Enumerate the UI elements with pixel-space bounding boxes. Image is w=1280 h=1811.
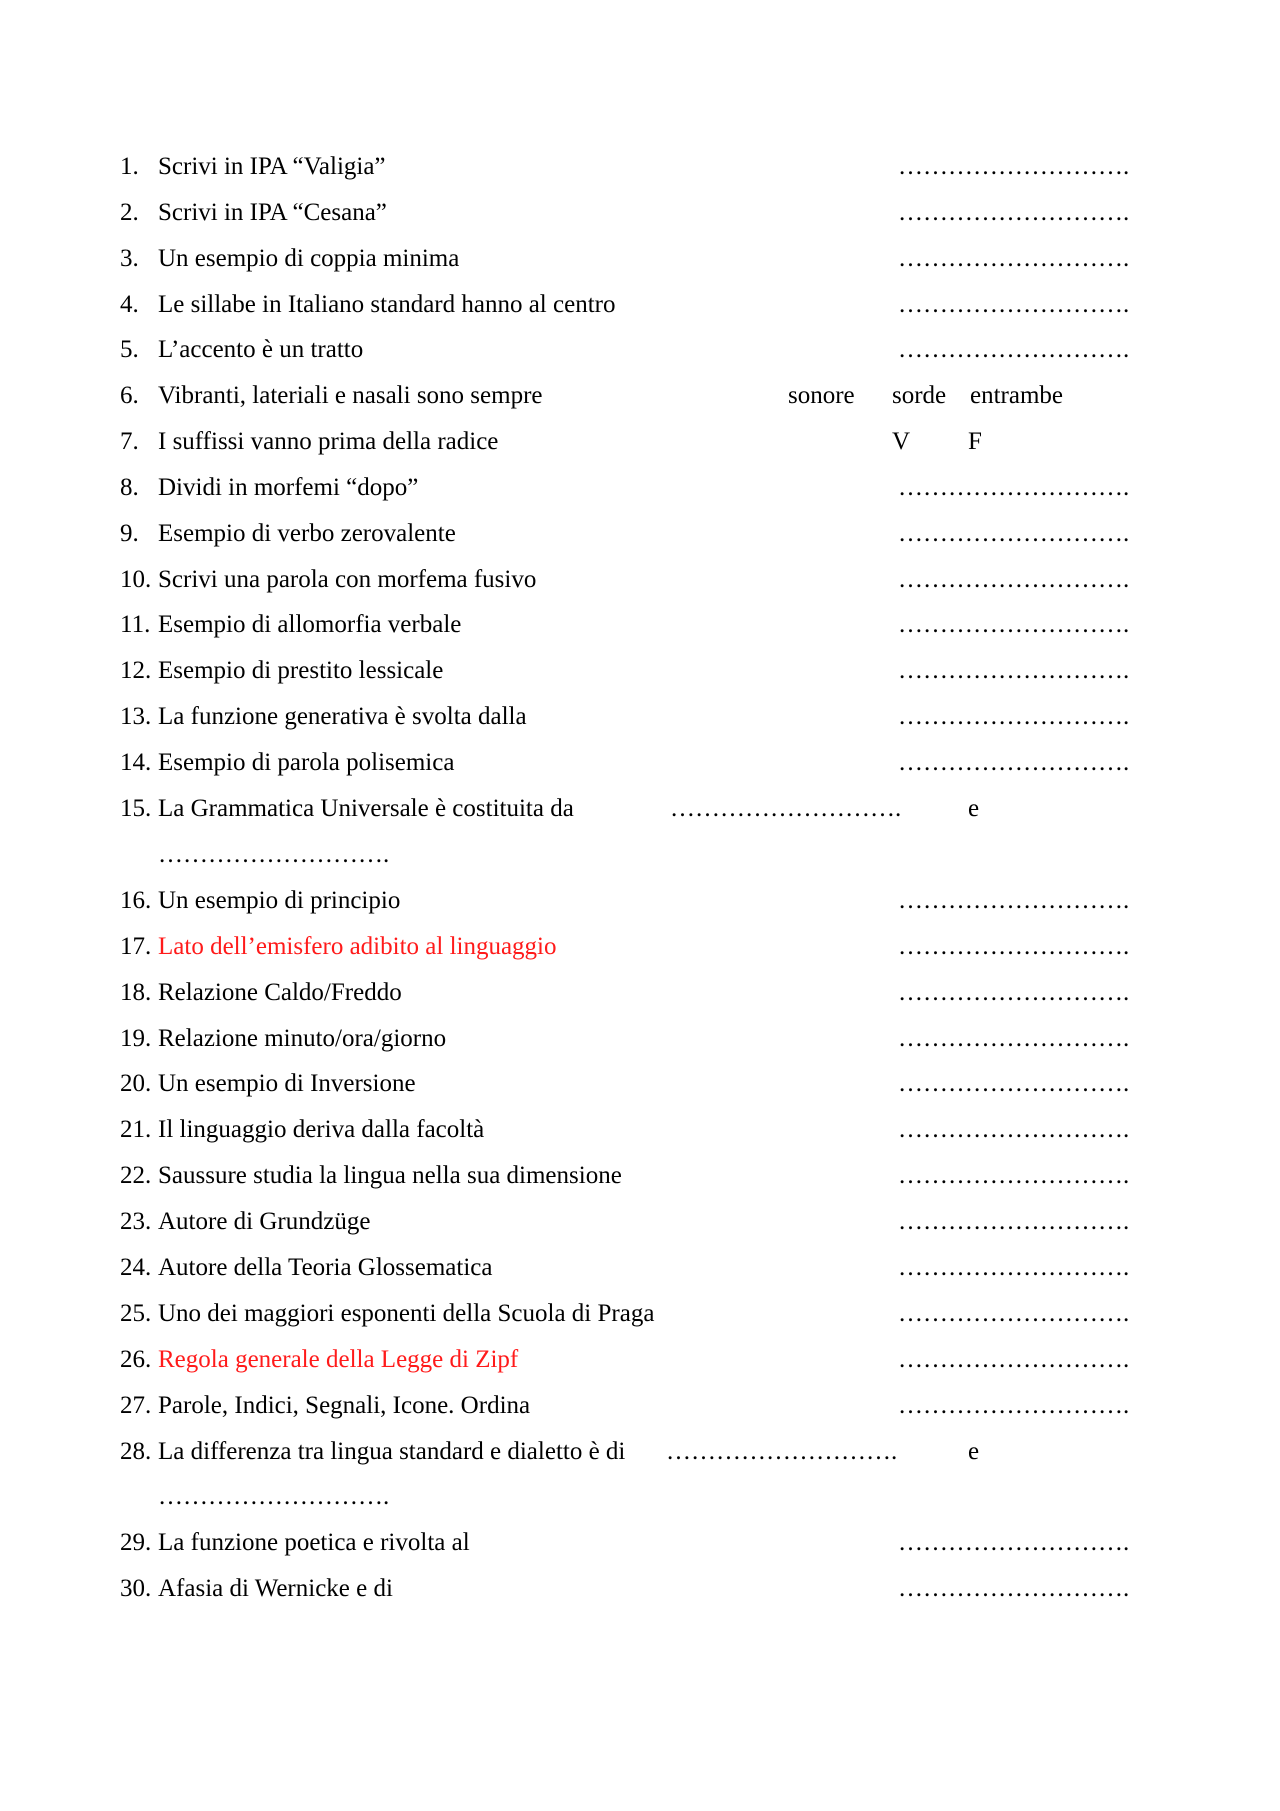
question-number: 11. xyxy=(120,611,151,638)
answer-blank[interactable]: ………………………. xyxy=(898,703,1130,730)
answer-blank[interactable]: ………………………. xyxy=(898,887,1130,914)
answer-option[interactable]: F xyxy=(968,428,982,455)
question-number: 27. xyxy=(120,1392,152,1419)
question-number: 18. xyxy=(120,979,152,1006)
question-number: 8. xyxy=(120,474,139,501)
question-number: 26. xyxy=(120,1346,152,1373)
question-number: 12. xyxy=(120,657,152,684)
question-text: Vibranti, lateriali e nasali sono sempre xyxy=(158,382,543,409)
question-number: 7. xyxy=(120,428,139,455)
question-text: Regola generale della Legge di Zipf xyxy=(158,1346,519,1373)
question-text: Un esempio di coppia minima xyxy=(158,245,460,272)
answer-blank[interactable]: ………………………. xyxy=(898,153,1130,180)
answer-blank[interactable]: ………………………. xyxy=(898,979,1130,1006)
answer-blank[interactable]: ………………………. xyxy=(898,1529,1130,1556)
question-text: Uno dei maggiori esponenti della Scuola di Praga xyxy=(158,1300,655,1327)
question-text: Scrivi in IPA “Valigia” xyxy=(158,153,386,180)
conjunction-label: e xyxy=(968,795,980,822)
answer-blank[interactable]: ………………………. xyxy=(898,291,1130,318)
question-number: 23. xyxy=(120,1208,152,1235)
answer-blank[interactable]: ………………………. xyxy=(898,566,1130,593)
question-number: 17. xyxy=(120,933,152,960)
question-number: 29. xyxy=(120,1529,152,1556)
question-number: 25. xyxy=(120,1300,152,1327)
question-text: La funzione poetica e rivolta al xyxy=(158,1529,470,1556)
question-number: 10. xyxy=(120,566,152,593)
answer-blank[interactable]: ………………………. xyxy=(898,1208,1130,1235)
question-number: 16. xyxy=(120,887,152,914)
answer-blank[interactable]: ………………………. xyxy=(670,795,902,822)
question-text: La funzione generativa è svolta dalla xyxy=(158,703,527,730)
answer-blank[interactable]: ………………………. xyxy=(898,1254,1130,1281)
question-number: 22. xyxy=(120,1162,152,1189)
answer-blank[interactable]: ………………………. xyxy=(158,1483,390,1510)
question-text: L’accento è un tratto xyxy=(158,336,364,363)
question-number: 3. xyxy=(120,245,139,272)
question-text: Autore di Grundzüge xyxy=(158,1208,371,1235)
answer-blank[interactable]: ………………………. xyxy=(898,1070,1130,1097)
question-text: Parole, Indici, Segnali, Icone. Ordina xyxy=(158,1392,531,1419)
answer-option[interactable]: sonore xyxy=(788,382,855,409)
question-text: Relazione Caldo/Freddo xyxy=(158,979,402,1006)
answer-blank[interactable]: ………………………. xyxy=(898,1392,1130,1419)
answer-blank[interactable]: ………………………. xyxy=(898,520,1130,547)
answer-blank[interactable]: ………………………. xyxy=(898,245,1130,272)
question-number: 19. xyxy=(120,1025,152,1052)
question-number: 9. xyxy=(120,520,139,547)
answer-blank[interactable]: ………………………. xyxy=(898,199,1130,226)
answer-blank[interactable]: ………………………. xyxy=(898,657,1130,684)
conjunction-label: e xyxy=(968,1438,980,1465)
answer-blank[interactable]: ………………………. xyxy=(898,1300,1130,1327)
question-text: Dividi in morfemi “dopo” xyxy=(158,474,419,501)
answer-blank[interactable]: ………………………. xyxy=(898,336,1130,363)
question-text: La differenza tra lingua standard e dialetto è di xyxy=(158,1438,626,1465)
answer-option[interactable]: entrambe xyxy=(970,382,1064,409)
question-text: Le sillabe in Italiano standard hanno al centro xyxy=(158,291,616,318)
question-number: 13. xyxy=(120,703,152,730)
question-number: 14. xyxy=(120,749,152,776)
question-text: Un esempio di Inversione xyxy=(158,1070,416,1097)
question-text: Il linguaggio deriva dalla facoltà xyxy=(158,1116,485,1143)
question-number: 20. xyxy=(120,1070,152,1097)
answer-option[interactable]: sorde xyxy=(892,382,947,409)
answer-blank[interactable]: ………………………. xyxy=(666,1438,898,1465)
question-text: Saussure studia la lingua nella sua dimensione xyxy=(158,1162,622,1189)
question-text: La Grammatica Universale è costituita da xyxy=(158,795,574,822)
question-text: Esempio di parola polisemica xyxy=(158,749,455,776)
question-text: Esempio di allomorfia verbale xyxy=(158,611,462,638)
question-number: 5. xyxy=(120,336,139,363)
answer-option[interactable]: V xyxy=(892,428,911,455)
answer-blank[interactable]: ………………………. xyxy=(158,841,390,868)
question-text: Esempio di verbo zerovalente xyxy=(158,520,456,547)
question-text: Lato dell’emisfero adibito al linguaggio xyxy=(158,933,557,960)
question-text: Esempio di prestito lessicale xyxy=(158,657,444,684)
question-text: Scrivi in IPA “Cesana” xyxy=(158,199,387,226)
question-text: I suffissi vanno prima della radice xyxy=(158,428,499,455)
answer-blank[interactable]: ………………………. xyxy=(898,1116,1130,1143)
question-number: 1. xyxy=(120,153,139,180)
question-number: 28. xyxy=(120,1438,152,1465)
answer-blank[interactable]: ………………………. xyxy=(898,1162,1130,1189)
question-number: 24. xyxy=(120,1254,152,1281)
answer-blank[interactable]: ………………………. xyxy=(898,1346,1130,1373)
question-number: 2. xyxy=(120,199,139,226)
question-number: 6. xyxy=(120,382,139,409)
question-text: Autore della Teoria Glossematica xyxy=(158,1254,493,1281)
question-text: Scrivi una parola con morfema fusivo xyxy=(158,566,537,593)
answer-blank[interactable]: ………………………. xyxy=(898,611,1130,638)
question-number: 15. xyxy=(120,795,152,822)
question-text: Relazione minuto/ora/giorno xyxy=(158,1025,447,1052)
question-text: Un esempio di principio xyxy=(158,887,401,914)
answer-blank[interactable]: ………………………. xyxy=(898,749,1130,776)
answer-blank[interactable]: ………………………. xyxy=(898,1575,1130,1602)
answer-blank[interactable]: ………………………. xyxy=(898,1025,1130,1052)
answer-blank[interactable]: ………………………. xyxy=(898,933,1130,960)
question-number: 4. xyxy=(120,291,139,318)
answer-blank[interactable]: ………………………. xyxy=(898,474,1130,501)
question-number: 21. xyxy=(120,1116,152,1143)
question-text: Afasia di Wernicke e di xyxy=(158,1575,393,1602)
question-number: 30. xyxy=(120,1575,152,1602)
